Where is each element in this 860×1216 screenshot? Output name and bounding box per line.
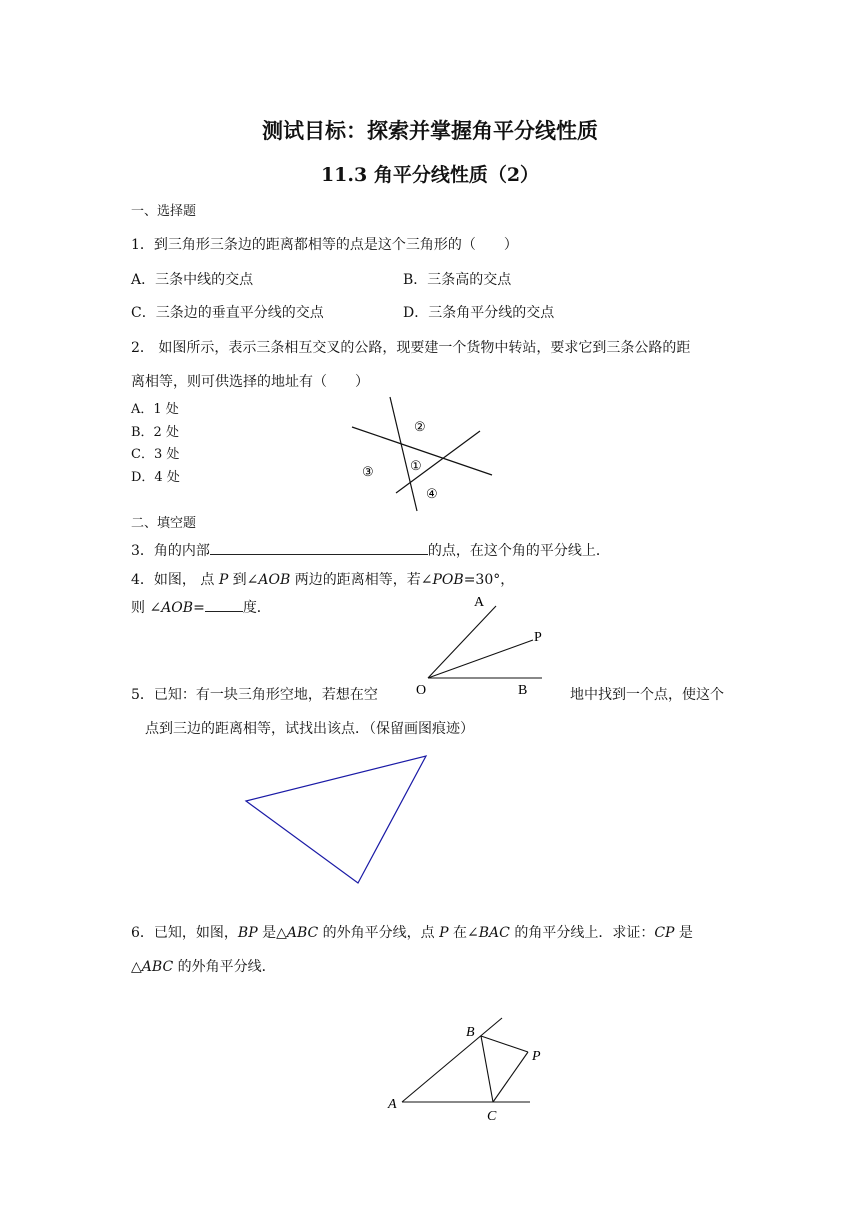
q6-text-7: △ (131, 959, 142, 975)
region-label-3: ③ (362, 464, 374, 479)
section-heading-fill: 二、填空题 (131, 516, 197, 531)
q4-line2 (131, 597, 271, 617)
q2-roads-figure (340, 393, 510, 518)
ray-oa (428, 606, 496, 678)
q5-line1-right: 地中找到一个点，使这个 (570, 687, 724, 703)
q6-var-abc: ABC (286, 925, 319, 941)
q3-before: 3．角的内部 (131, 543, 210, 559)
page-subtitle: 11.3 角平分线性质（2） (320, 164, 540, 186)
q2-option-b: B．2 处 (131, 425, 179, 440)
q6-var-bp: BP (237, 925, 258, 941)
q4-text-5: 则 ∠ (131, 600, 162, 616)
q2-stem-line1: 2． 如图所示，表示三条相互交叉的公路，现要建一个货物中转站，要求它到三条公路的距 (131, 340, 691, 356)
q2-option-d: D．4 处 (131, 470, 180, 485)
section-heading-choice: 一、选择题 (131, 204, 197, 219)
q2-option-c: C．3 处 (131, 447, 180, 462)
q6-line1 (131, 924, 693, 942)
q5-triangle-figure (240, 750, 440, 890)
q5-line1-left: 5．已知：有一块三角形空地，若想在空 (131, 687, 378, 703)
q6-geometry-figure (380, 1010, 550, 1125)
region-label-4: ④ (426, 486, 438, 501)
q4-var-p: P (218, 572, 229, 588)
q4-text-1: 4．如图， 点 (131, 572, 219, 588)
q3-line (131, 540, 610, 560)
q4-angle-figure (410, 590, 560, 700)
label-a: A (388, 1097, 397, 1112)
segment-cp (493, 1052, 528, 1102)
page-title: 测试目标：探索并掌握角平分线性质 (262, 118, 598, 143)
label-o: O (416, 683, 427, 698)
q4-text-3: 两边的距离相等，若∠ (290, 572, 433, 588)
q6-text-4: 在∠ (448, 925, 479, 941)
q4-var-aob-2: AOB (161, 600, 194, 616)
ray-op (428, 640, 533, 678)
q6-text-6: 是 (674, 925, 693, 941)
q1-option-a: A．三条中线的交点 (131, 272, 254, 288)
q1-option-d: D．三条角平分线的交点 (403, 305, 555, 321)
q2-stem-line2: 离相等，则可供选择的地址有（ ） (131, 374, 369, 390)
q6-text-3: 的外角平分线，点 (318, 925, 440, 941)
q4-text-7: 度． (242, 600, 271, 616)
q1-option-b: B．三条高的交点 (403, 272, 512, 288)
q1-stem: 1．到三角形三条边的距离都相等的点是这个三角形的（ ） (131, 237, 518, 253)
q6-text-1: 6．已知，如图， (131, 925, 238, 941)
q4-answer-blank[interactable] (205, 597, 243, 612)
region-label-1: ① (410, 458, 422, 473)
segment-bc (481, 1036, 493, 1102)
segment-ab-extended (402, 1018, 502, 1102)
q2-option-a: A．1 处 (131, 402, 179, 417)
q4-line1 (131, 571, 514, 589)
label-b: B (518, 683, 528, 698)
q4-var-pob: POB (432, 572, 464, 588)
label-p: P (534, 630, 542, 645)
q4-text-2: 到∠ (228, 572, 259, 588)
label-c: C (487, 1109, 497, 1124)
q4-var-aob: AOB (258, 572, 291, 588)
triangle-plot (246, 756, 426, 883)
q6-text-5: 的角平分线上．求证： (509, 925, 655, 941)
label-a: A (474, 595, 485, 610)
q6-var-p: P (439, 925, 449, 941)
q6-line2 (131, 958, 276, 976)
q6-var-cp: CP (654, 925, 675, 941)
region-label-2: ② (414, 419, 426, 434)
road-line-3 (396, 431, 480, 493)
q6-var-abc-2: ABC (141, 959, 174, 975)
q3-answer-blank[interactable] (210, 540, 428, 555)
segment-bp (481, 1036, 528, 1052)
q3-after: 的点，在这个角的平分线上． (427, 543, 610, 559)
q1-option-c: C．三条边的垂直平分线的交点 (131, 305, 324, 321)
q6-text-2: 是△ (257, 925, 287, 941)
q4-text-6: = (193, 600, 205, 616)
q4-text-4: =30°， (463, 572, 515, 588)
q6-text-8: 的外角平分线． (173, 959, 276, 975)
q6-var-bac: BAC (478, 925, 510, 941)
q5-line2: 点到三边的距离相等，试找出该点．（保留画图痕迹） (145, 721, 474, 737)
label-b: B (466, 1025, 475, 1040)
label-p: P (532, 1049, 541, 1064)
road-line-2 (390, 397, 417, 511)
